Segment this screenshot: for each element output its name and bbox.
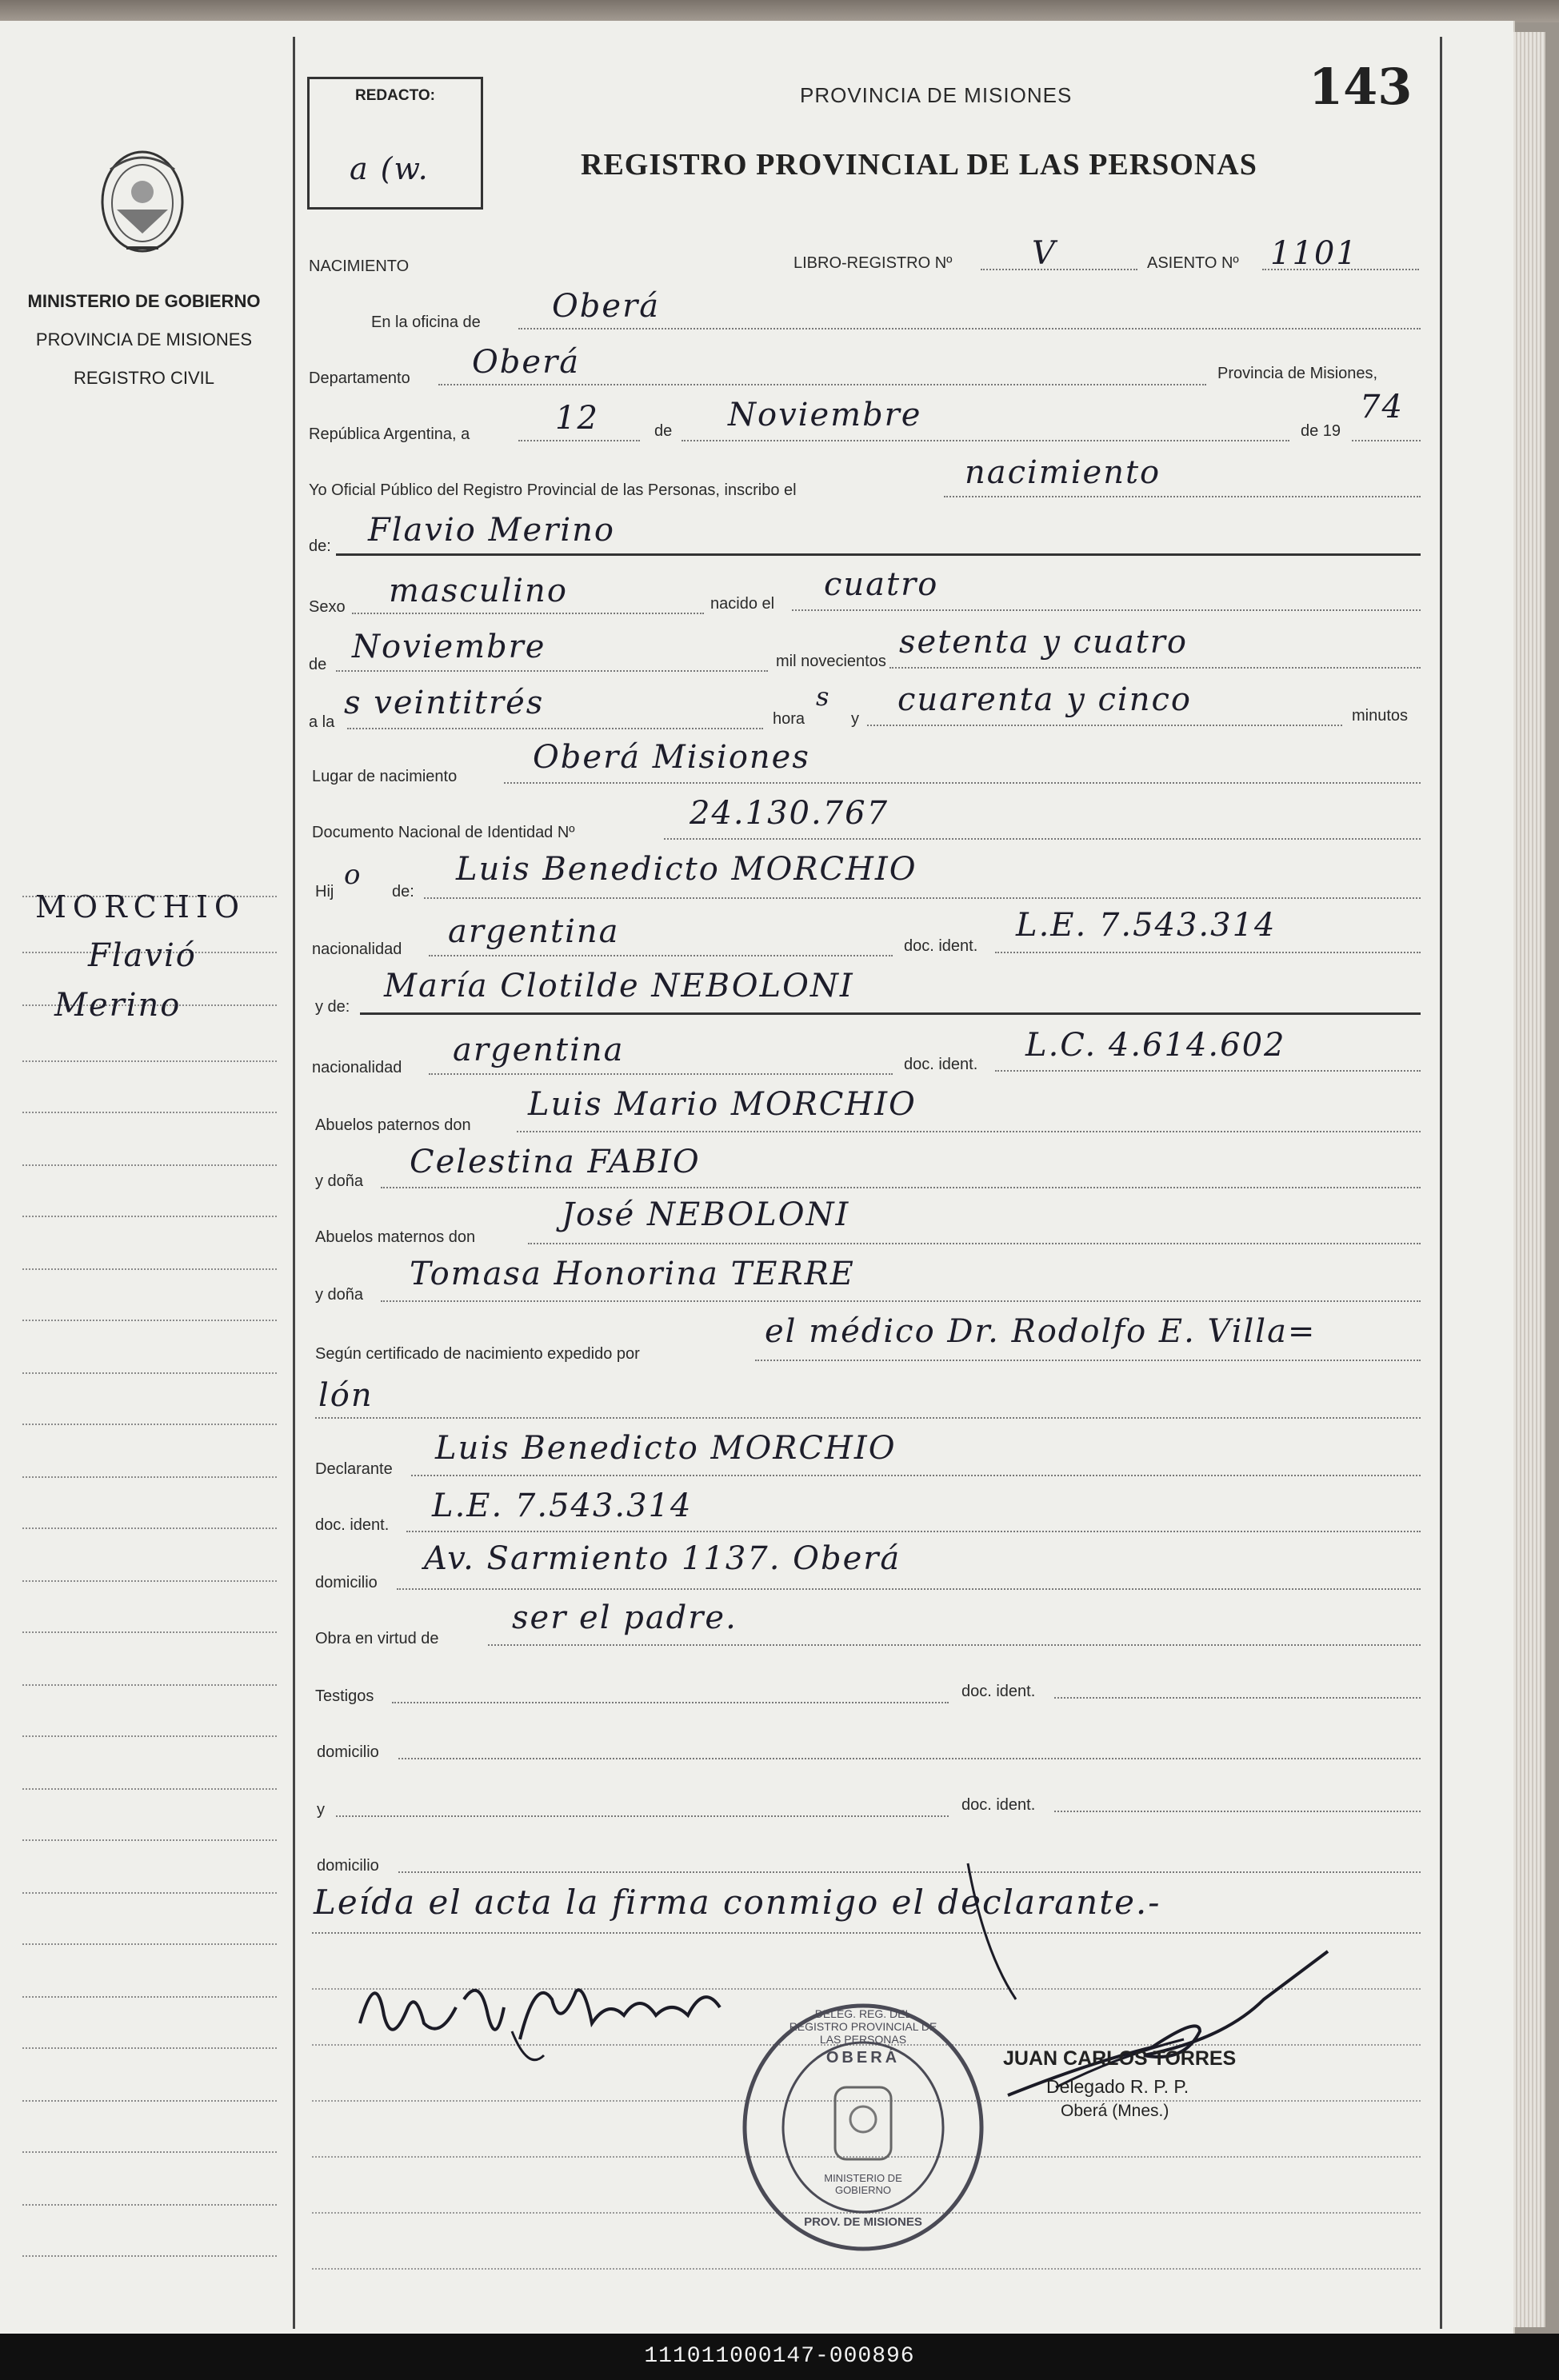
nacido-dia-value: cuatro [824, 566, 939, 603]
lugar-line [504, 782, 1421, 784]
minutos-label: minutos [1352, 707, 1409, 725]
testigo-2-line [336, 1815, 949, 1817]
anio-value: 74 [1360, 389, 1404, 425]
scan-id: 111011000147-000896 [644, 2344, 915, 2369]
hora-texto-value: s veintitrés [344, 685, 545, 721]
dia-line [518, 440, 640, 441]
abuela-paterna-line [381, 1187, 1421, 1188]
testigos-label: Testigos [315, 1687, 374, 1705]
official-role: Delegado R. P. P. [1046, 2076, 1189, 2097]
minutos-line [867, 725, 1342, 726]
ministry-line-3: REGISTRO CIVIL [73, 368, 215, 388]
segun-label: Según certificado de nacimiento expedido por [315, 1345, 640, 1363]
de-mes-label: de [309, 656, 327, 673]
libro-label: LIBRO-REGISTRO Nº [793, 254, 953, 272]
madre-line [360, 1012, 1421, 1015]
nacido-anio-value: setenta y cuatro [899, 624, 1188, 661]
redacto-value: a (w. [350, 151, 430, 186]
testigo-1-doc-label: doc. ident. [961, 1683, 1036, 1700]
stamp-outer-text: DELEG. REG. DEL REGISTRO PROVINCIAL DE LAS PERSONAS [789, 2007, 937, 2046]
hij-suffix: o [344, 859, 362, 891]
departamento-value: Oberá [472, 344, 581, 381]
obra-line [488, 1644, 1421, 1646]
certificado-line-1 [755, 1360, 1421, 1361]
madre-doc-line [995, 1070, 1421, 1072]
y-label: y [851, 710, 859, 728]
libro-value: V [1032, 235, 1057, 272]
stamp-bottom-text: PROV. DE MISIONES [804, 2215, 922, 2229]
right-frame-line [1440, 37, 1442, 2329]
obra-value: ser el padre. [512, 1599, 738, 1636]
declarante-value: Luis Benedicto MORCHIO [435, 1430, 897, 1467]
declarante-doc-value: L.E. 7.543.314 [432, 1488, 693, 1524]
testigo-1-doc-line [1054, 1697, 1421, 1699]
declarante-label: Declarante [315, 1460, 393, 1478]
yo-oficial-label: Yo Oficial Público del Registro Provincial de las Personas, inscribo el [309, 481, 797, 499]
libro-line [981, 269, 1137, 270]
mes-value: Noviembre [728, 397, 922, 433]
lugar-label: Lugar de nacimiento [312, 768, 458, 785]
page-title: REGISTRO PROVINCIAL DE LAS PERSONAS [581, 148, 1257, 182]
declarante-domicilio-label: domicilio [315, 1574, 378, 1591]
nacido-mes-line [336, 670, 768, 672]
dni-value: 24.130.767 [690, 795, 889, 832]
testigo-2-doc-label: doc. ident. [961, 1796, 1036, 1814]
testigo-1-domicilio-label: domicilio [317, 1743, 379, 1761]
margin-given-name-1: Flavió [88, 937, 197, 974]
hij-label: Hij [315, 883, 334, 900]
official-place: Oberá (Mnes.) [1061, 2102, 1169, 2120]
minutos-value: cuarenta y cinco [897, 681, 1192, 718]
mil-novecientos-label: mil novecientos [776, 653, 886, 670]
padre-nacionalidad-value: argentina [448, 913, 620, 950]
certificado-line-2 [315, 1417, 1421, 1419]
hora-num-value: s [816, 681, 831, 712]
de-19-label: de 19 [1301, 422, 1341, 440]
abuela-materna-line [381, 1300, 1421, 1302]
nacimiento-label: NACIMIENTO [309, 258, 410, 275]
nacido-mes-value: Noviembre [352, 629, 546, 665]
abuelo-paterno-line [517, 1131, 1421, 1132]
redacto-label: REDACTO: [355, 87, 435, 104]
republica-label: República Argentina, a [309, 425, 470, 443]
oficina-line [518, 328, 1421, 329]
margin-given-name-2: Merino [54, 987, 182, 1024]
madre-value: María Clotilde NEBOLONI [384, 968, 854, 1004]
departamento-label: Departamento [309, 369, 410, 387]
abuelo-materno-line [528, 1243, 1421, 1244]
abuelos-paternos-label: Abuelos paternos don [315, 1116, 471, 1134]
testigo-2-label: y [317, 1801, 325, 1819]
anio-line [1352, 440, 1421, 441]
province-coat-of-arms-icon [94, 146, 190, 270]
dia-value: 12 [555, 400, 599, 437]
abuela-materna-value: Tomasa Honorina TERRE [410, 1256, 855, 1292]
a-la-label: a la [309, 713, 335, 731]
abuela-paterna-value: Celestina FABIO [410, 1144, 701, 1180]
obra-label: Obra en virtud de [315, 1630, 439, 1647]
madre-doc-value: L.C. 4.614.602 [1025, 1027, 1286, 1064]
y-de-label: y de: [315, 998, 350, 1016]
page-number: 143 [1309, 58, 1413, 116]
nacido-anio-line [889, 667, 1421, 669]
dni-line [664, 838, 1421, 840]
de-name-label: de: [309, 537, 331, 555]
hij-de-label: de: [392, 883, 414, 900]
padre-doc-line [995, 952, 1421, 953]
acto-line [944, 496, 1421, 497]
abuela-paterna-label: y doña [315, 1172, 364, 1190]
declarante-doc-line [406, 1531, 1421, 1532]
padre-nacionalidad-line [429, 955, 893, 956]
certificado-value-2: lón [318, 1377, 374, 1414]
oficina-label: En la oficina de [371, 313, 481, 331]
ministry-line-1: MINISTERIO DE GOBIERNO [27, 291, 261, 311]
declarante-signature [344, 1951, 728, 2083]
nombre-value: Flavio Merino [368, 512, 615, 549]
declarante-domicilio-value: Av. Sarmiento 1137. Oberá [424, 1540, 901, 1577]
abuelo-materno-value: José NEBOLONI [562, 1196, 850, 1233]
scan-id-bar [0, 2334, 1559, 2380]
testigo-2-doc-line [1054, 1811, 1421, 1812]
declarante-domicilio-line [397, 1588, 1421, 1590]
left-frame-line [293, 37, 295, 2329]
padre-doc-value: L.E. 7.543.314 [1016, 907, 1277, 944]
testigo-2-domicilio-label: domicilio [317, 1857, 379, 1875]
declarante-doc-label: doc. ident. [315, 1516, 390, 1534]
official-name: JUAN CARLOS TORRES [1003, 2047, 1237, 2070]
cierre-text: Leída el acta la firma conmigo el declarante.- [314, 1883, 1161, 1922]
testigo-1-domicilio-line [398, 1758, 1421, 1759]
stamp-top-text: OBERÁ [825, 2049, 901, 2067]
departamento-line [438, 384, 1206, 385]
lugar-value: Oberá Misiones [533, 739, 810, 776]
redacto-box [307, 77, 483, 210]
abuelos-maternos-label: Abuelos maternos don [315, 1228, 476, 1246]
padre-doc-label: doc. ident. [904, 937, 978, 955]
de-label: de [654, 422, 673, 440]
mes-line [682, 440, 1289, 441]
madre-nacionalidad-label: nacionalidad [312, 1059, 402, 1076]
margin-surname: MORCHIO [35, 889, 246, 924]
abuelo-paterno-value: Luis Mario MORCHIO [528, 1086, 917, 1123]
name-line [336, 553, 1421, 556]
declarante-line [411, 1475, 1421, 1476]
sexo-line [352, 613, 704, 614]
madre-nacionalidad-value: argentina [453, 1032, 625, 1068]
abuela-materna-label: y doña [315, 1286, 364, 1304]
sexo-value: masculino [389, 573, 568, 609]
acto-value: nacimiento [965, 454, 1161, 491]
hora-texto-line [347, 728, 763, 729]
madre-doc-label: doc. ident. [904, 1056, 978, 1073]
documento-label: Documento Nacional de Identidad Nº [312, 824, 575, 841]
provincia-label: Provincia de Misiones, [1217, 365, 1378, 382]
padre-nacionalidad-label: nacionalidad [312, 940, 402, 958]
asiento-label: ASIENTO Nº [1147, 254, 1239, 272]
sexo-label: Sexo [309, 598, 346, 616]
nacido-el-label: nacido el [710, 595, 775, 613]
page-stack-edge [1513, 32, 1545, 2327]
certificado-value-1: el médico Dr. Rodolfo E. Villa= [765, 1313, 1317, 1350]
padre-line [424, 897, 1421, 899]
province-heading: PROVINCIA DE MISIONES [800, 83, 1073, 107]
padre-value: Luis Benedicto MORCHIO [456, 851, 917, 888]
nacido-dia-line [792, 609, 1421, 611]
testigo-1-line [392, 1702, 949, 1703]
ministry-line-2: PROVINCIA DE MISIONES [35, 329, 253, 349]
scanner-top-strip [0, 0, 1559, 22]
hora-label: hora [773, 710, 805, 728]
oficina-value: Oberá [552, 288, 661, 325]
asiento-value: 1101 [1270, 235, 1358, 272]
madre-nacionalidad-line [429, 1073, 893, 1075]
registry-stamp [739, 1999, 987, 2259]
stamp-inner-text: MINISTERIO DE GOBIERNO [824, 2172, 902, 2196]
